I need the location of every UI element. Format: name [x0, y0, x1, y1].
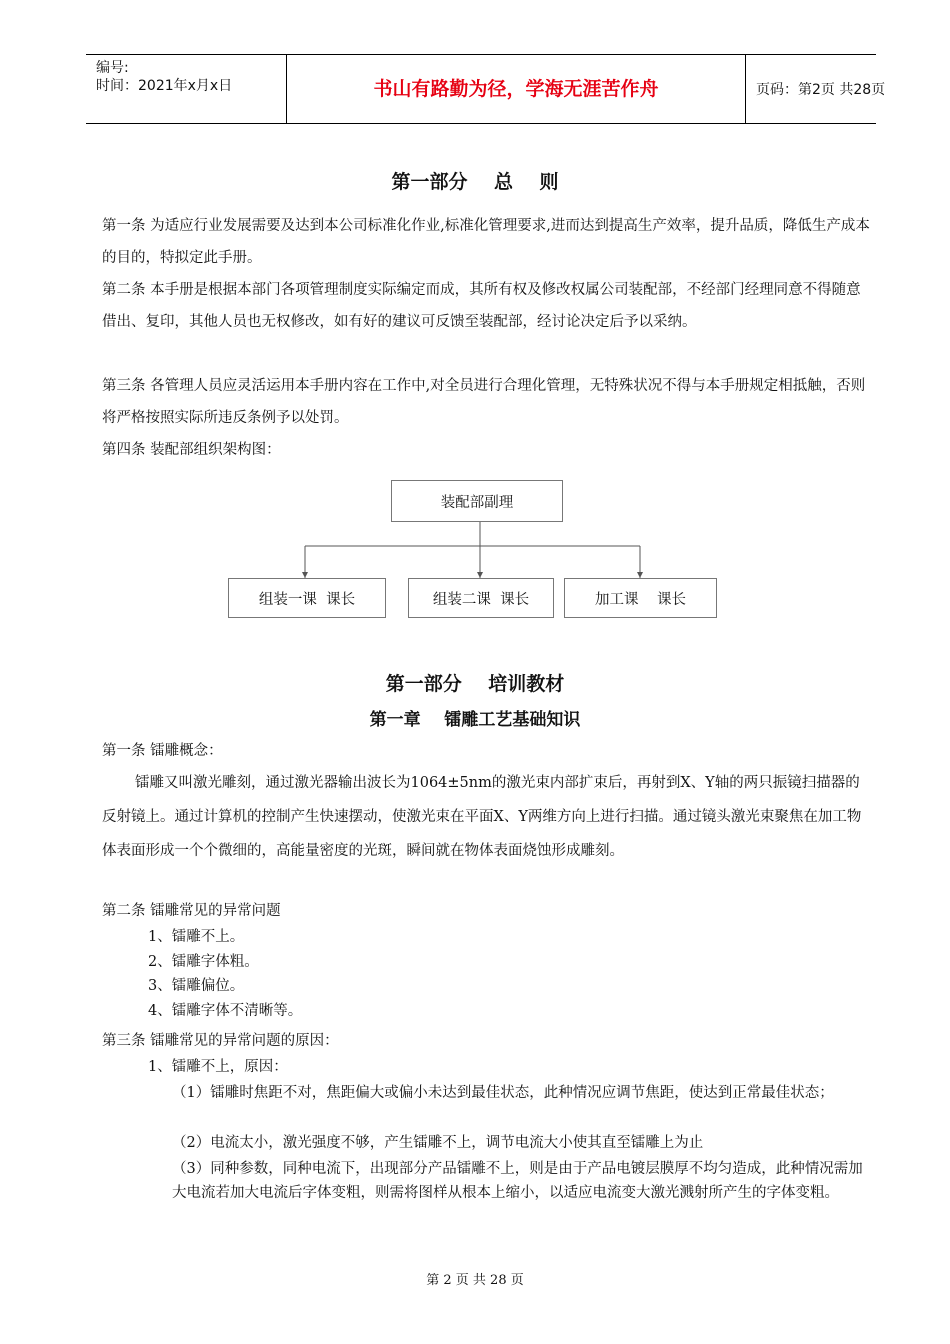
article-title: 第二条 镭雕常见的异常问题 — [102, 903, 281, 919]
article-1: 第一条 为适应行业发展需要及达到本公司标准化作业,标准化管理要求,进而达到提高生产效率，提升品质，降低生产成本的目的，特拟定此手册。 — [102, 218, 870, 266]
serial-label: 编号: — [96, 60, 129, 76]
org-root-box: 装配部副理 — [391, 480, 563, 522]
reason-item: （3）同种参数，同种电流下，出现部分产品镭雕不上，则是由于产品电镀层膜厚不均匀造成，此种情况需加大电流若加大电流后字体变粗，则需将图样从根本上缩小，以适应电流变大激光溅射所产生的字体变粗。 — [172, 1161, 863, 1201]
page-footer: 第 2 页 共 28 页 — [426, 1273, 524, 1288]
article-title: 第一条 镭雕概念： — [102, 743, 223, 759]
part2-title: 第一部分 培训教材 — [385, 673, 565, 695]
article-2: 第二条 本手册是根据本部门各项管理制度实际编定而成，其所有权及修改权属公司装配部，不经部门经理同意不得随意借出、复印，其他人员也无权修改，如有好的建议可反馈至装配部，经讨论决定后予以采纳。 — [102, 282, 861, 330]
list-item: 4、镭雕字体不清晰等。 — [148, 1003, 303, 1019]
sub-heading: 1、镭雕不上，原因： — [148, 1059, 288, 1075]
org-child-box: 组装一课 课长 — [228, 578, 386, 618]
article-title: 第三条 镭雕常见的异常问题的原因： — [102, 1033, 339, 1049]
list-item: 2、镭雕字体粗。 — [148, 954, 259, 970]
motto: 书山有路勤为径，学海无涯苦作舟 — [373, 78, 659, 100]
org-child-box: 组装二课 课长 — [408, 578, 554, 618]
page-info: 页码：第2页 共28页 — [756, 82, 886, 98]
article-4: 第四条 装配部组织架构图： — [102, 442, 281, 458]
chapter-title: 第一章 镭雕工艺基础知识 — [369, 710, 581, 730]
list-item: 1、镭雕不上。 — [148, 929, 245, 945]
laser-concept-paragraph: 镭雕又叫激光雕刻，通过激光器输出波长为1064±5nm的激光束内部扩束后，再射到X、Y轴的两只振镜扫描器的反射镜上。通过计算机的控制产生快速摆动，使激光束在平面X、Y两维方向上进行扫描。通过镜头激光束聚焦在加工物体表面形成一个个微细的，高能量密度的光斑，瞬间就在物体表面烧蚀形成雕刻。 — [102, 775, 862, 859]
reason-item: （2）电流太小，激光强度不够，产生镭雕不上，调节电流大小使其直至镭雕上为止 — [172, 1135, 704, 1151]
org-child-box: 加工课 课长 — [564, 578, 717, 618]
part1-title: 第一部分 总 则 — [391, 171, 559, 193]
list-item: 3、镭雕偏位。 — [148, 978, 245, 994]
article-3: 第三条 各管理人员应灵活运用本手册内容在工作中,对全员进行合理化管理，无特殊状况不得与本手册规定相抵触，否则将严格按照实际所违反条例予以处罚。 — [102, 378, 866, 426]
time-label: 时间：2021年x月x日 — [96, 78, 233, 94]
reason-item: （1）镭雕时焦距不对，焦距偏大或偏小未达到最佳状态，此种情况应调节焦距，使达到正常最佳状态； — [172, 1085, 834, 1101]
